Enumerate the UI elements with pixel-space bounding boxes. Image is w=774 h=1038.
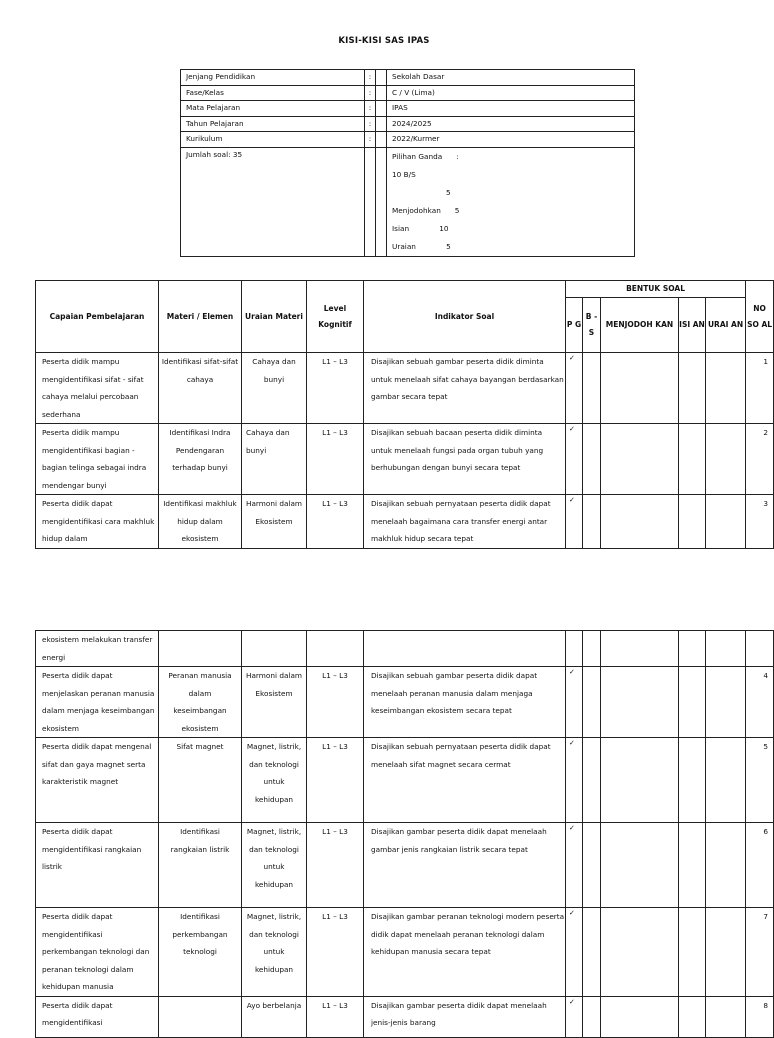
check-icon: ✓ bbox=[566, 738, 583, 823]
cell-urai bbox=[706, 353, 746, 424]
table-row bbox=[36, 424, 774, 495]
cell-menjodohkan bbox=[601, 424, 679, 495]
check-icon: ✓ bbox=[566, 353, 583, 424]
table-row bbox=[36, 738, 774, 823]
info-gap bbox=[376, 132, 387, 148]
cell-pg bbox=[566, 631, 583, 667]
info-colon: : bbox=[365, 70, 376, 86]
cell-indikator: Disajikan sebuah pernyataan peserta didik dapat menelaah sifat magnet secara cermat bbox=[364, 738, 566, 823]
info-colon: : bbox=[365, 85, 376, 101]
breakdown-line: Isian 10 bbox=[392, 223, 449, 233]
info-label: Kurikulum bbox=[181, 132, 365, 148]
info-gap bbox=[376, 101, 387, 117]
cell-materi: Peranan manusia dalam keseimbangan ekosistem bbox=[159, 667, 242, 738]
header-bs: B - S bbox=[583, 298, 601, 353]
check-icon: ✓ bbox=[566, 823, 583, 908]
cell-no-soal: 8 bbox=[746, 996, 774, 1037]
check-icon: ✓ bbox=[566, 667, 583, 738]
table-row bbox=[36, 667, 774, 738]
cell-menjodohkan bbox=[601, 908, 679, 997]
breakdown-line: Pilihan Ganda : bbox=[392, 151, 459, 161]
cell-indikator: Disajikan gambar peranan teknologi modern peserta didik dapat menelaah peranan teknologi dalam kehidupan manusia secara tepat bbox=[364, 908, 566, 997]
table-row bbox=[36, 996, 774, 1037]
cell-bs bbox=[583, 667, 601, 738]
cell-menjodohkan bbox=[601, 996, 679, 1037]
info-row bbox=[181, 116, 635, 132]
table-row bbox=[36, 823, 774, 908]
cell-isian bbox=[679, 631, 706, 667]
cell-uraian: Cahaya dan bunyi bbox=[242, 424, 307, 495]
cell-capaian: ekosistem melakukan transfer energi bbox=[36, 631, 159, 667]
cell-isian bbox=[679, 353, 706, 424]
info-gap bbox=[376, 85, 387, 101]
cell-level: L1 – L3 bbox=[307, 667, 364, 738]
cell-uraian: Magnet, listrik, dan teknologi untuk kehidupan bbox=[242, 823, 307, 908]
cell-menjodohkan bbox=[601, 495, 679, 549]
cell-bs bbox=[583, 353, 601, 424]
cell-materi: Identifikasi Indra Pendengaran terhadap bunyi bbox=[159, 424, 242, 495]
cell-bs bbox=[583, 823, 601, 908]
cell-uraian: Magnet, listrik, dan teknologi untuk kehidupan bbox=[242, 908, 307, 997]
cell-uraian: Harmoni dalam Ekosistem bbox=[242, 495, 307, 549]
cell-uraian: Harmoni dalam Ekosistem bbox=[242, 667, 307, 738]
cell-level: L1 – L3 bbox=[307, 495, 364, 549]
header-level: Level Kognitif bbox=[307, 281, 364, 353]
cell-urai bbox=[706, 424, 746, 495]
cell-menjodohkan bbox=[601, 823, 679, 908]
cell-isian bbox=[679, 738, 706, 823]
check-icon: ✓ bbox=[566, 495, 583, 549]
info-row bbox=[181, 132, 635, 148]
cell-materi: Identifikasi sifat-sifat cahaya bbox=[159, 353, 242, 424]
header-capaian: Capaian Pembelajaran bbox=[36, 281, 159, 353]
cell-uraian bbox=[242, 631, 307, 667]
cell-no-soal: 4 bbox=[746, 667, 774, 738]
info-label: Jenjang Pendidikan bbox=[181, 70, 365, 86]
cell-level: L1 – L3 bbox=[307, 353, 364, 424]
info-colon: : bbox=[365, 101, 376, 117]
info-value: IPAS bbox=[387, 101, 635, 117]
cell-capaian: Peserta didik dapat mengidentifikasi rangkaian listrik bbox=[36, 823, 159, 908]
info-label: Mata Pelajaran bbox=[181, 101, 365, 117]
info-row-jumlah bbox=[181, 147, 635, 256]
check-icon: ✓ bbox=[566, 996, 583, 1037]
header-isian: ISI AN bbox=[679, 298, 706, 353]
info-gap bbox=[376, 116, 387, 132]
cell-urai bbox=[706, 908, 746, 997]
cell-bs bbox=[583, 495, 601, 549]
cell-no-soal: 3 bbox=[746, 495, 774, 549]
table-row bbox=[36, 353, 774, 424]
info-row bbox=[181, 70, 635, 86]
jumlah-soal-breakdown bbox=[387, 147, 635, 256]
header-uraian-bentuk: URAI AN bbox=[706, 298, 746, 353]
info-value: C / V (Lima) bbox=[387, 85, 635, 101]
cell-indikator: Disajikan gambar peserta didik dapat menelaah jenis-jenis barang bbox=[364, 996, 566, 1037]
cell-menjodohkan bbox=[601, 738, 679, 823]
cell-level bbox=[307, 631, 364, 667]
info-label: Fase/Kelas bbox=[181, 85, 365, 101]
cell-indikator: Disajikan sebuah gambar peserta didik dapat menelaah peranan manusia dalam menjaga keseimbangan ekosistem secara tepat bbox=[364, 667, 566, 738]
info-gap bbox=[376, 147, 387, 256]
info-value: 2022/Kurmer bbox=[387, 132, 635, 148]
cell-materi: Identifikasi makhluk hidup dalam ekosistem bbox=[159, 495, 242, 549]
cell-bs bbox=[583, 424, 601, 495]
cell-isian bbox=[679, 908, 706, 997]
cell-capaian: Peserta didik mampu mengidentifikasi bagian - bagian telinga sebagai indra mendengar bunyi bbox=[36, 424, 159, 495]
cell-no-soal: 5 bbox=[746, 738, 774, 823]
cell-no-soal bbox=[746, 631, 774, 667]
cell-uraian: Magnet, listrik, dan teknologi untuk kehidupan bbox=[242, 738, 307, 823]
cell-capaian: Peserta didik dapat menjelaskan peranan manusia dalam menjaga keseimbangan ekosistem bbox=[36, 667, 159, 738]
cell-capaian: Peserta didik dapat mengidentifikasi bbox=[36, 996, 159, 1037]
cell-no-soal: 1 bbox=[746, 353, 774, 424]
info-value: 2024/2025 bbox=[387, 116, 635, 132]
cell-capaian: Peserta didik mampu mengidentifikasi sifat - sifat cahaya melalui percobaan sederhana bbox=[36, 353, 159, 424]
cell-isian bbox=[679, 424, 706, 495]
cell-level: L1 – L3 bbox=[307, 823, 364, 908]
check-icon: ✓ bbox=[566, 424, 583, 495]
cell-isian bbox=[679, 996, 706, 1037]
cell-level: L1 – L3 bbox=[307, 996, 364, 1037]
cell-menjodohkan bbox=[601, 353, 679, 424]
cell-isian bbox=[679, 667, 706, 738]
kisi-table-page-1 bbox=[35, 280, 774, 549]
cell-no-soal: 7 bbox=[746, 908, 774, 997]
header-pg: P G bbox=[566, 298, 583, 353]
header-materi: Materi / Elemen bbox=[159, 281, 242, 353]
info-row bbox=[181, 101, 635, 117]
cell-materi: Identifikasi rangkaian listrik bbox=[159, 823, 242, 908]
cell-indikator: Disajikan sebuah bacaan peserta didik diminta untuk menelaah fungsi pada organ tubuh yang berhubungan dengan bunyi secara tepat bbox=[364, 424, 566, 495]
cell-bs bbox=[583, 996, 601, 1037]
cell-no-soal: 6 bbox=[746, 823, 774, 908]
breakdown-line: Menjodohkan 5 bbox=[392, 205, 460, 215]
cell-indikator: Disajikan gambar peserta didik dapat menelaah gambar jenis rangkaian listrik secara tepat bbox=[364, 823, 566, 908]
kisi-table-page-2 bbox=[35, 630, 774, 1038]
cell-no-soal: 2 bbox=[746, 424, 774, 495]
jumlah-soal-label: Jumlah soal: 35 bbox=[181, 147, 365, 256]
check-icon: ✓ bbox=[566, 908, 583, 997]
cell-materi: Sifat magnet bbox=[159, 738, 242, 823]
cell-capaian: Peserta didik dapat mengidentifikasi cara makhluk hidup dalam bbox=[36, 495, 159, 549]
cell-materi bbox=[159, 996, 242, 1037]
cell-isian bbox=[679, 495, 706, 549]
cell-capaian: Peserta didik dapat mengidentifikasi perkembangan teknologi dan peranan teknologi dalam kehidupan manusia bbox=[36, 908, 159, 997]
cell-bs bbox=[583, 631, 601, 667]
cell-isian bbox=[679, 823, 706, 908]
cell-urai bbox=[706, 996, 746, 1037]
cell-menjodohkan bbox=[601, 631, 679, 667]
header-menjodohkan: MENJODOH KAN bbox=[601, 298, 679, 353]
cell-materi: Identifikasi perkembangan teknologi bbox=[159, 908, 242, 997]
cell-uraian: Ayo berbelanja bbox=[242, 996, 307, 1037]
cell-capaian: Peserta didik dapat mengenal sifat dan gaya magnet serta karakteristik magnet bbox=[36, 738, 159, 823]
document-title: KISI-KISI SAS IPAS bbox=[338, 36, 430, 46]
header-indikator: Indikator Soal bbox=[364, 281, 566, 353]
cell-menjodohkan bbox=[601, 667, 679, 738]
cell-urai bbox=[706, 738, 746, 823]
info-table bbox=[180, 69, 635, 257]
breakdown-line: 5 bbox=[446, 187, 451, 197]
cell-level: L1 – L3 bbox=[307, 908, 364, 997]
info-gap bbox=[365, 147, 376, 256]
cell-urai bbox=[706, 667, 746, 738]
cell-urai bbox=[706, 823, 746, 908]
cell-indikator: Disajikan sebuah pernyataan peserta didik dapat menelaah bagaimana cara transfer energi antar makhluk hidup secara tepat bbox=[364, 495, 566, 549]
cell-urai bbox=[706, 495, 746, 549]
info-gap bbox=[376, 70, 387, 86]
cell-bs bbox=[583, 908, 601, 997]
cell-level: L1 – L3 bbox=[307, 424, 364, 495]
cell-bs bbox=[583, 738, 601, 823]
cell-indikator: Disajikan sebuah gambar peserta didik diminta untuk menelaah sifat cahaya bayangan berdasarkan gambar secara tepat bbox=[364, 353, 566, 424]
header-uraian: Uraian Materi bbox=[242, 281, 307, 353]
table-row bbox=[36, 495, 774, 549]
info-value: Sekolah Dasar bbox=[387, 70, 635, 86]
info-colon: : bbox=[365, 132, 376, 148]
breakdown-line: 10 B/S bbox=[392, 169, 416, 179]
cell-urai bbox=[706, 631, 746, 667]
info-label: Tahun Pelajaran bbox=[181, 116, 365, 132]
cell-materi bbox=[159, 631, 242, 667]
table-row bbox=[36, 908, 774, 997]
breakdown-line: Uraian 5 bbox=[392, 241, 451, 251]
table-row bbox=[36, 631, 774, 667]
cell-level: L1 – L3 bbox=[307, 738, 364, 823]
header-no-soal: NO SO AL bbox=[746, 281, 774, 353]
header-bentuk-soal: BENTUK SOAL bbox=[566, 281, 746, 298]
cell-indikator bbox=[364, 631, 566, 667]
info-colon: : bbox=[365, 116, 376, 132]
info-row bbox=[181, 85, 635, 101]
cell-uraian: Cahaya dan bunyi bbox=[242, 353, 307, 424]
